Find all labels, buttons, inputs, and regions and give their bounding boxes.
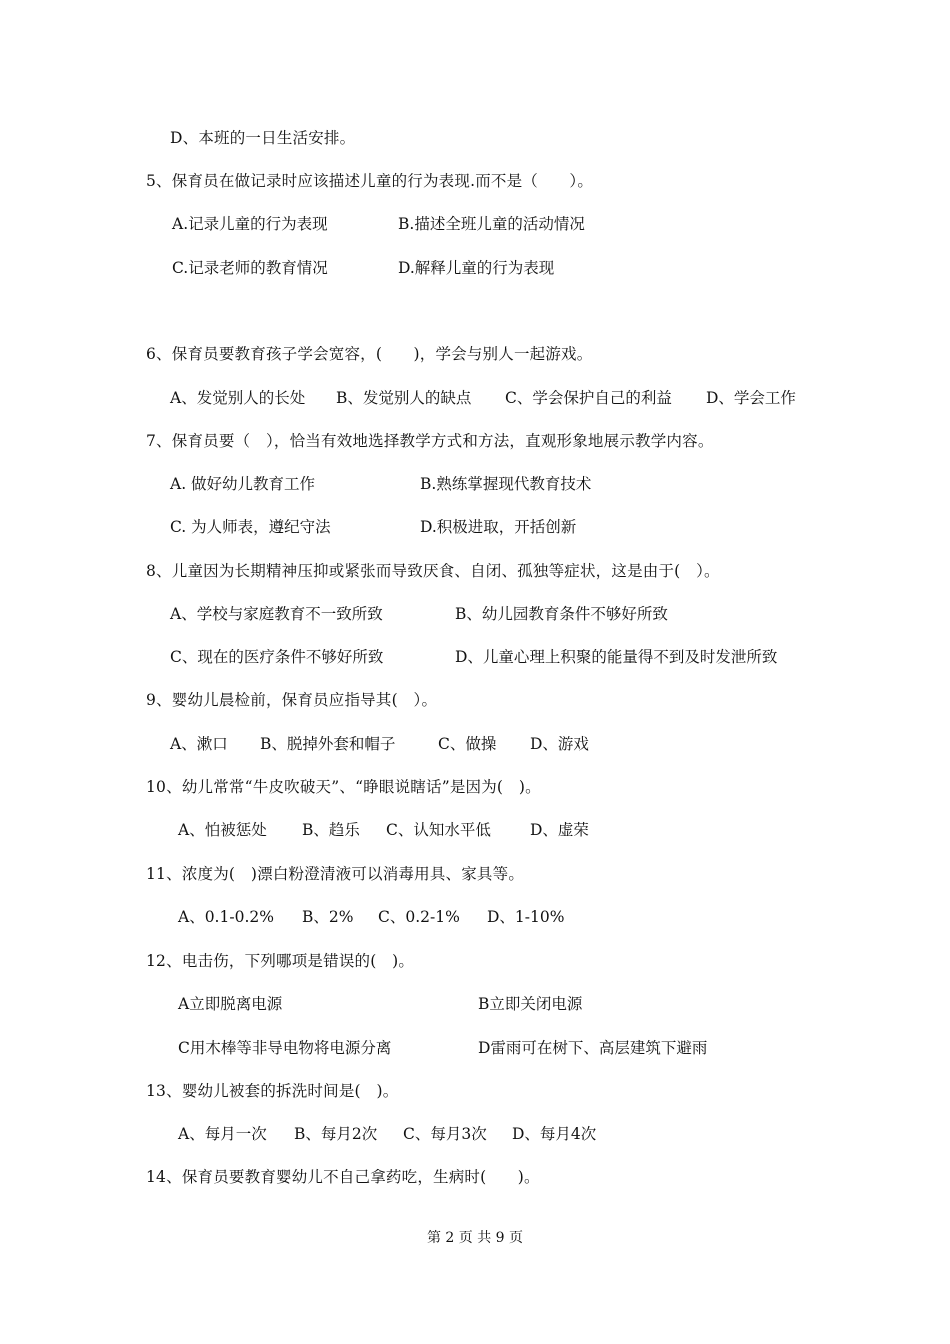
question-6: 6、保育员要教育孩子学会宽容，( )，学会与别人一起游戏。 [146, 345, 593, 363]
q5-option-a: A.记录儿童的行为表现 [172, 215, 328, 233]
q5-option-c: C.记录老师的教育情况 [172, 259, 328, 277]
q6-option-a: A、发觉别人的长处 [170, 389, 306, 407]
q8-option-c: C、现在的医疗条件不够好所致 [170, 648, 384, 666]
q5-option-b: B.描述全班儿童的活动情况 [398, 215, 585, 233]
q6-option-b: B、发觉别人的缺点 [336, 389, 472, 407]
q10-option-c: C、认知水平低 [386, 821, 491, 839]
q12-option-c: C用木棒等非导电物将电源分离 [178, 1039, 392, 1057]
q7-option-c: C. 为人师表，遵纪守法 [170, 518, 331, 536]
question-5: 5、保育员在做记录时应该描述儿童的行为表现.而不是（ ）。 [146, 172, 594, 190]
q9-option-a: A、漱口 [170, 735, 228, 753]
q11-option-d: D、1-10% [487, 908, 565, 926]
q7-option-d: D.积极进取，开括创新 [420, 518, 577, 536]
q10-option-a: A、怕被惩处 [178, 821, 267, 839]
option-d-previous: D、本班的一日生活安排。 [170, 129, 356, 147]
question-9: 9、婴幼儿晨检前，保育员应指导其( ）。 [146, 691, 438, 709]
q12-option-d: D雷雨可在树下、高层建筑下避雨 [478, 1039, 708, 1057]
q8-option-b: B、幼儿园教育条件不够好所致 [455, 605, 668, 623]
question-8: 8、儿童因为长期精神压抑或紧张而导致厌食、自闭、孤独等症状，这是由于( ）。 [146, 562, 720, 580]
q13-option-c: C、每月3次 [403, 1125, 487, 1143]
q12-option-a: A立即脱离电源 [178, 995, 283, 1013]
q6-option-c: C、学会保护自己的利益 [505, 389, 672, 407]
q7-option-a: A. 做好幼儿教育工作 [170, 475, 316, 493]
question-12: 12、电击伤，下列哪项是错误的( )。 [146, 952, 415, 970]
q11-option-c: C、0.2-1% [378, 908, 460, 926]
q9-option-d: D、游戏 [530, 735, 589, 753]
q13-option-b: B、每月2次 [294, 1125, 378, 1143]
q7-option-b: B.熟练掌握现代教育技术 [420, 475, 592, 493]
q9-option-b: B、脱掉外套和帽子 [260, 735, 396, 753]
question-10: 10、幼儿常常“牛皮吹破天”、“睁眼说瞎话”是因为( )。 [146, 778, 541, 796]
q8-option-a: A、学校与家庭教育不一致所致 [170, 605, 383, 623]
q13-option-d: D、每月4次 [512, 1125, 597, 1143]
q11-option-a: A、0.1-0.2% [178, 908, 274, 926]
q12-option-b: B立即关闭电源 [478, 995, 583, 1013]
q11-option-b: B、2% [302, 908, 354, 926]
q8-option-d: D、儿童心理上积聚的能量得不到及时发泄所致 [455, 648, 778, 666]
q9-option-c: C、做操 [438, 735, 497, 753]
q6-option-d: D、学会工作 [706, 389, 796, 407]
q10-option-b: B、趋乐 [302, 821, 360, 839]
question-14: 14、保育员要教育婴幼儿不自己拿药吃，生病时( )。 [146, 1168, 540, 1186]
q13-option-a: A、每月一次 [178, 1125, 267, 1143]
question-7: 7、保育员要（ ），恰当有效地选择教学方式和方法，直观形象地展示教学内容。 [146, 432, 714, 450]
question-11: 11、浓度为( )漂白粉澄清液可以消毒用具、家具等。 [146, 865, 525, 883]
page-footer: 第 2 页 共 9 页 [426, 1230, 524, 1246]
question-13: 13、婴幼儿被套的拆洗时间是( )。 [146, 1082, 399, 1100]
q5-option-d: D.解释儿童的行为表现 [398, 259, 555, 277]
q10-option-d: D、虚荣 [530, 821, 589, 839]
